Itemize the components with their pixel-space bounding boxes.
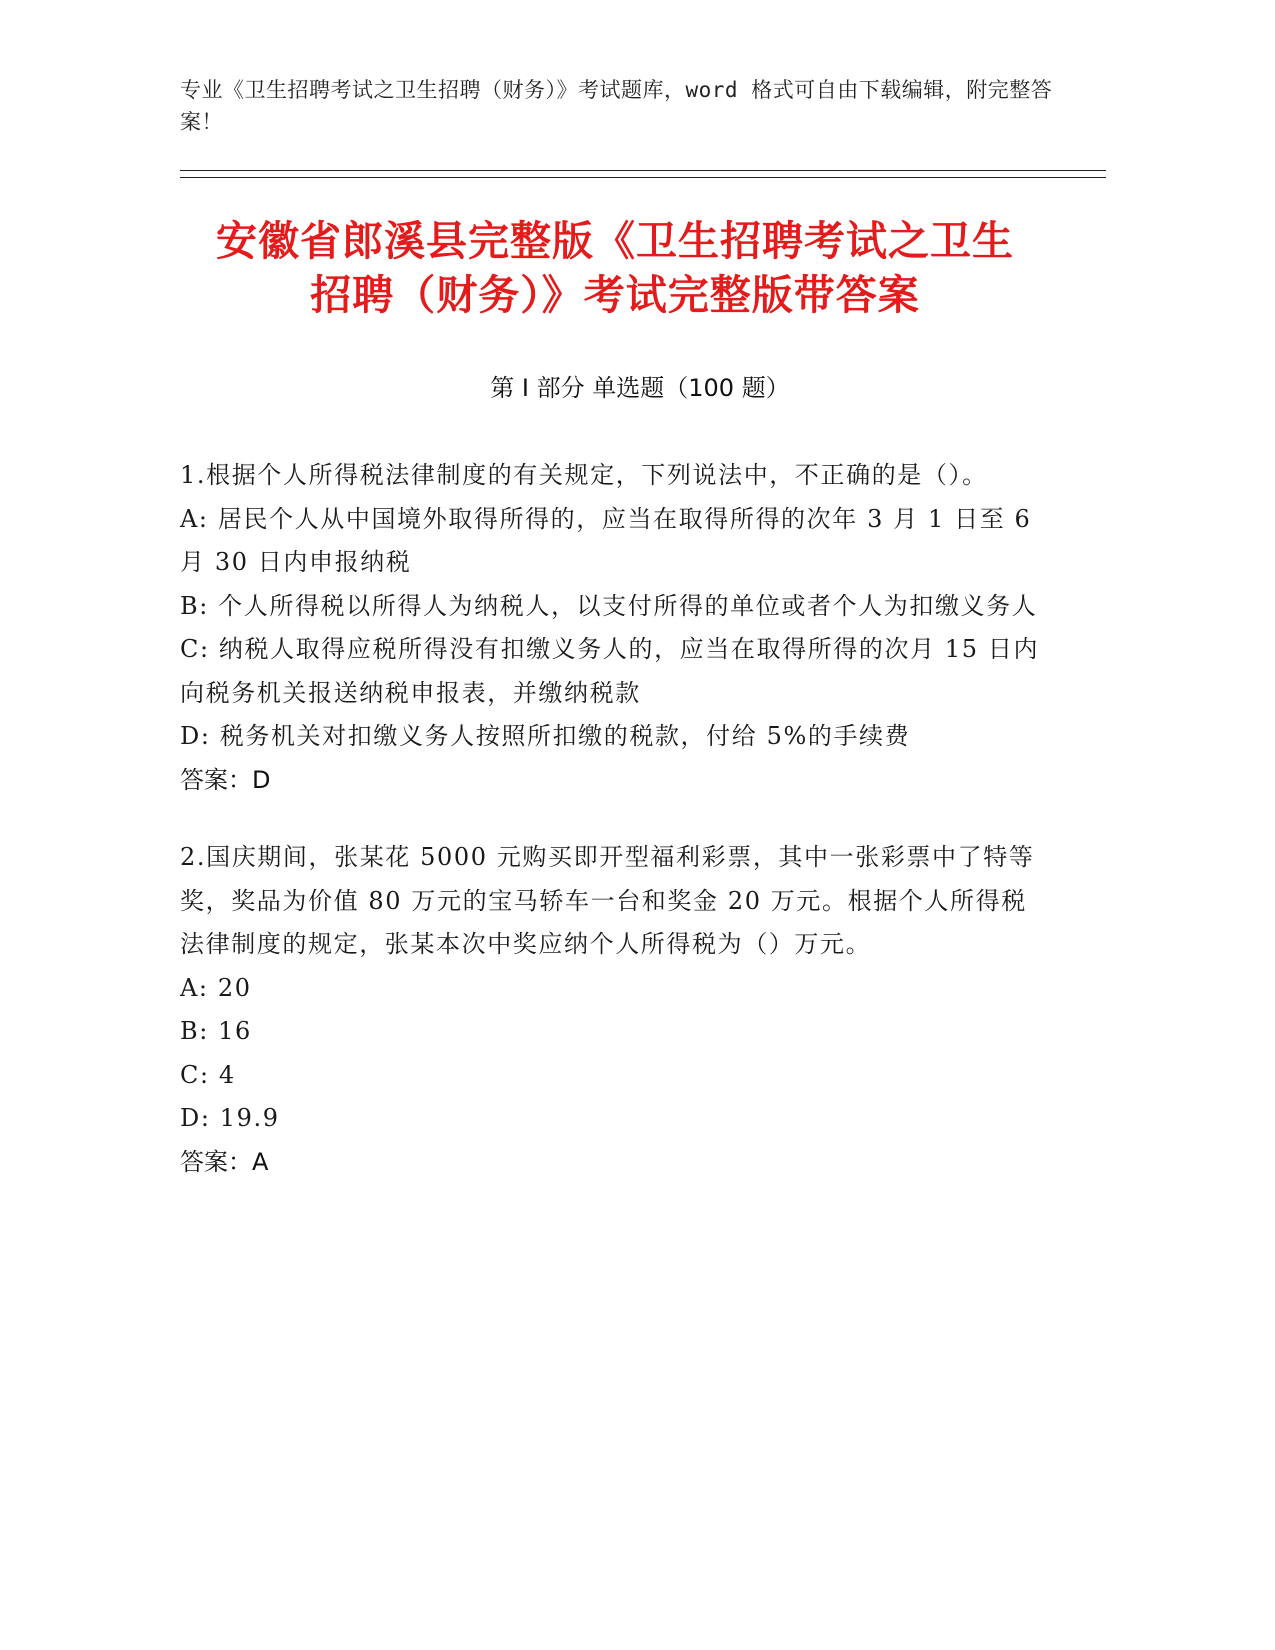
option-c: C: 4 [180,1060,236,1089]
title-line-1: 安徽省郎溪县完整版《卫生招聘考试之卫生 [216,217,1014,265]
option-d: D: 税务机关对扣缴义务人按照所扣缴的税款，付给 5%的手续费 [180,722,911,750]
option-d: D: 19.9 [180,1104,280,1132]
option-a: A: 居民个人从中国境外取得所得的，应当在取得所得的次年 3 月 1 日至 6 月 30 日内申报纳税 [180,504,1032,576]
section-heading: 第 I 部分 单选题（100 题） [490,374,790,402]
document-title [150,214,1080,322]
question-list [180,454,1040,1218]
header-divider-top [180,170,1106,171]
option-b: B: 个人所得税以所得人为纳税人，以支付所得的单位或者个人为扣缴义务人 [180,591,1038,620]
header-note: 专业《卫生招聘考试之卫生招聘（财务）》考试题库，word 格式可自由下载编辑，附完整答案！ [180,78,1053,134]
title-line-2: 招聘（财务）》考试完整版带答案 [310,271,920,319]
answer: 答案：A [180,1147,269,1176]
question-stem: 2.国庆期间，张某花 5000 元购买即开型福利彩票，其中一张彩票中了特等奖，奖品为价值 80 万元的宝马轿车一台和奖金 20 万元。根据个人所得税法律制度的规定，张某本次中奖应纳个人所得税为（）万元。 [180,843,1035,958]
question-1 [180,454,1040,802]
header-divider-bottom [180,177,1106,178]
option-c: C: 纳税人取得应税所得没有扣缴义务人的，应当在取得所得的次月 15 日内向税务机关报送纳税申报表，并缴纳税款 [180,635,1040,707]
question-stem: 1.根据个人所得税法律制度的有关规定，下列说法中，不正确的是（）。 [180,461,988,489]
option-b: B: 16 [180,1017,252,1045]
question-2 [180,836,1040,1184]
option-a: A: 20 [180,973,252,1002]
answer: 答案：D [180,765,271,794]
